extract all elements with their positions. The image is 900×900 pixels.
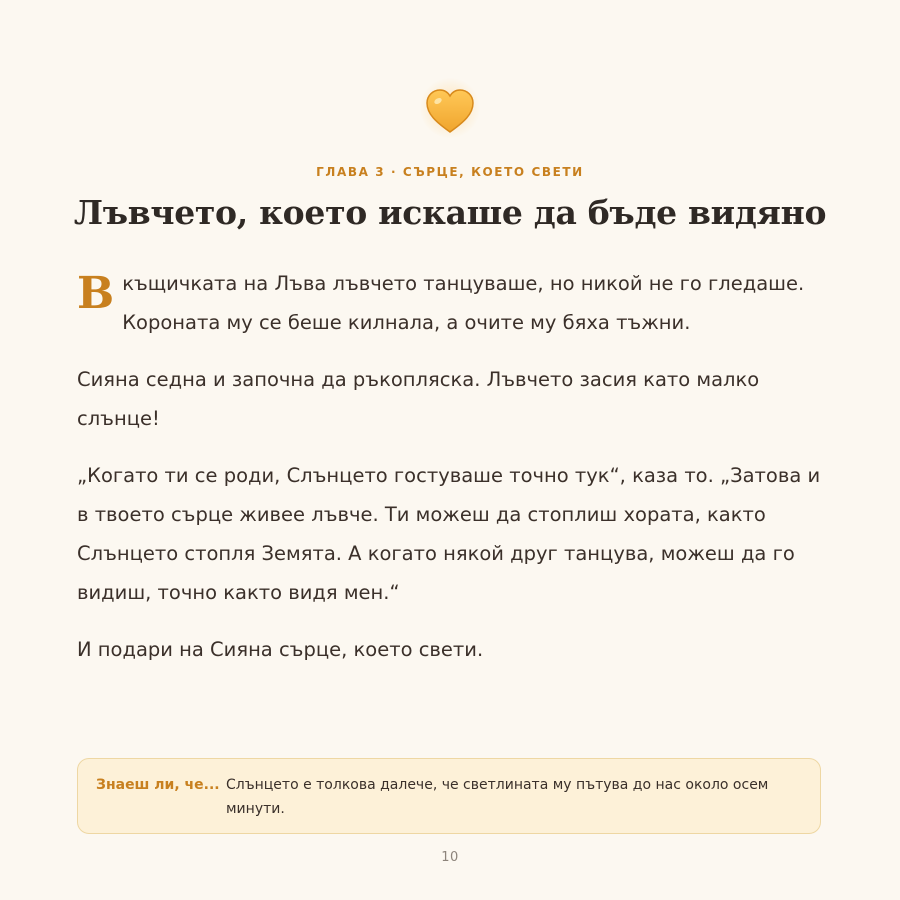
chapter-label: ГЛАВА 3 · СЪРЦЕ, КОЕТО СВЕТИ [316,165,584,179]
fact-label: Знаеш ли, че... [96,777,220,793]
story-paragraph: Сияна седна и започна да ръкопляска. Лъвчето засия като малко слънце! [77,368,760,430]
story-paragraph [77,264,837,342]
heart-icon [424,86,476,138]
paragraph-text: къщичката на Лъва лъвчето танцуваше, но никой не го гледаше. Короната му се беше килнала, а очите му бяха тъжни. [122,272,805,334]
page-title: Лъвчето, което искаше да бъде видяно [73,193,827,232]
fact-box [77,758,821,834]
story-text [77,264,837,687]
story-paragraph: И подари на Сияна сърце, което свети. [77,638,484,661]
page-number: 10 [441,850,459,865]
drop-cap: В [77,268,115,319]
fact-text: Слънцето е толкова далече, че светлината му пътува до нас около осем минути. [226,777,769,817]
story-paragraph: „Когато ти се роди, Слънцето гостуваше точно тук“, каза то. „Затова и в твоето сърце живее лъвче. Ти можеш да стоплиш хората, както Слънцето стопля Земята. А когато някой друг танцува, можеш да го видиш, точно както видя мен.“ [77,464,821,604]
